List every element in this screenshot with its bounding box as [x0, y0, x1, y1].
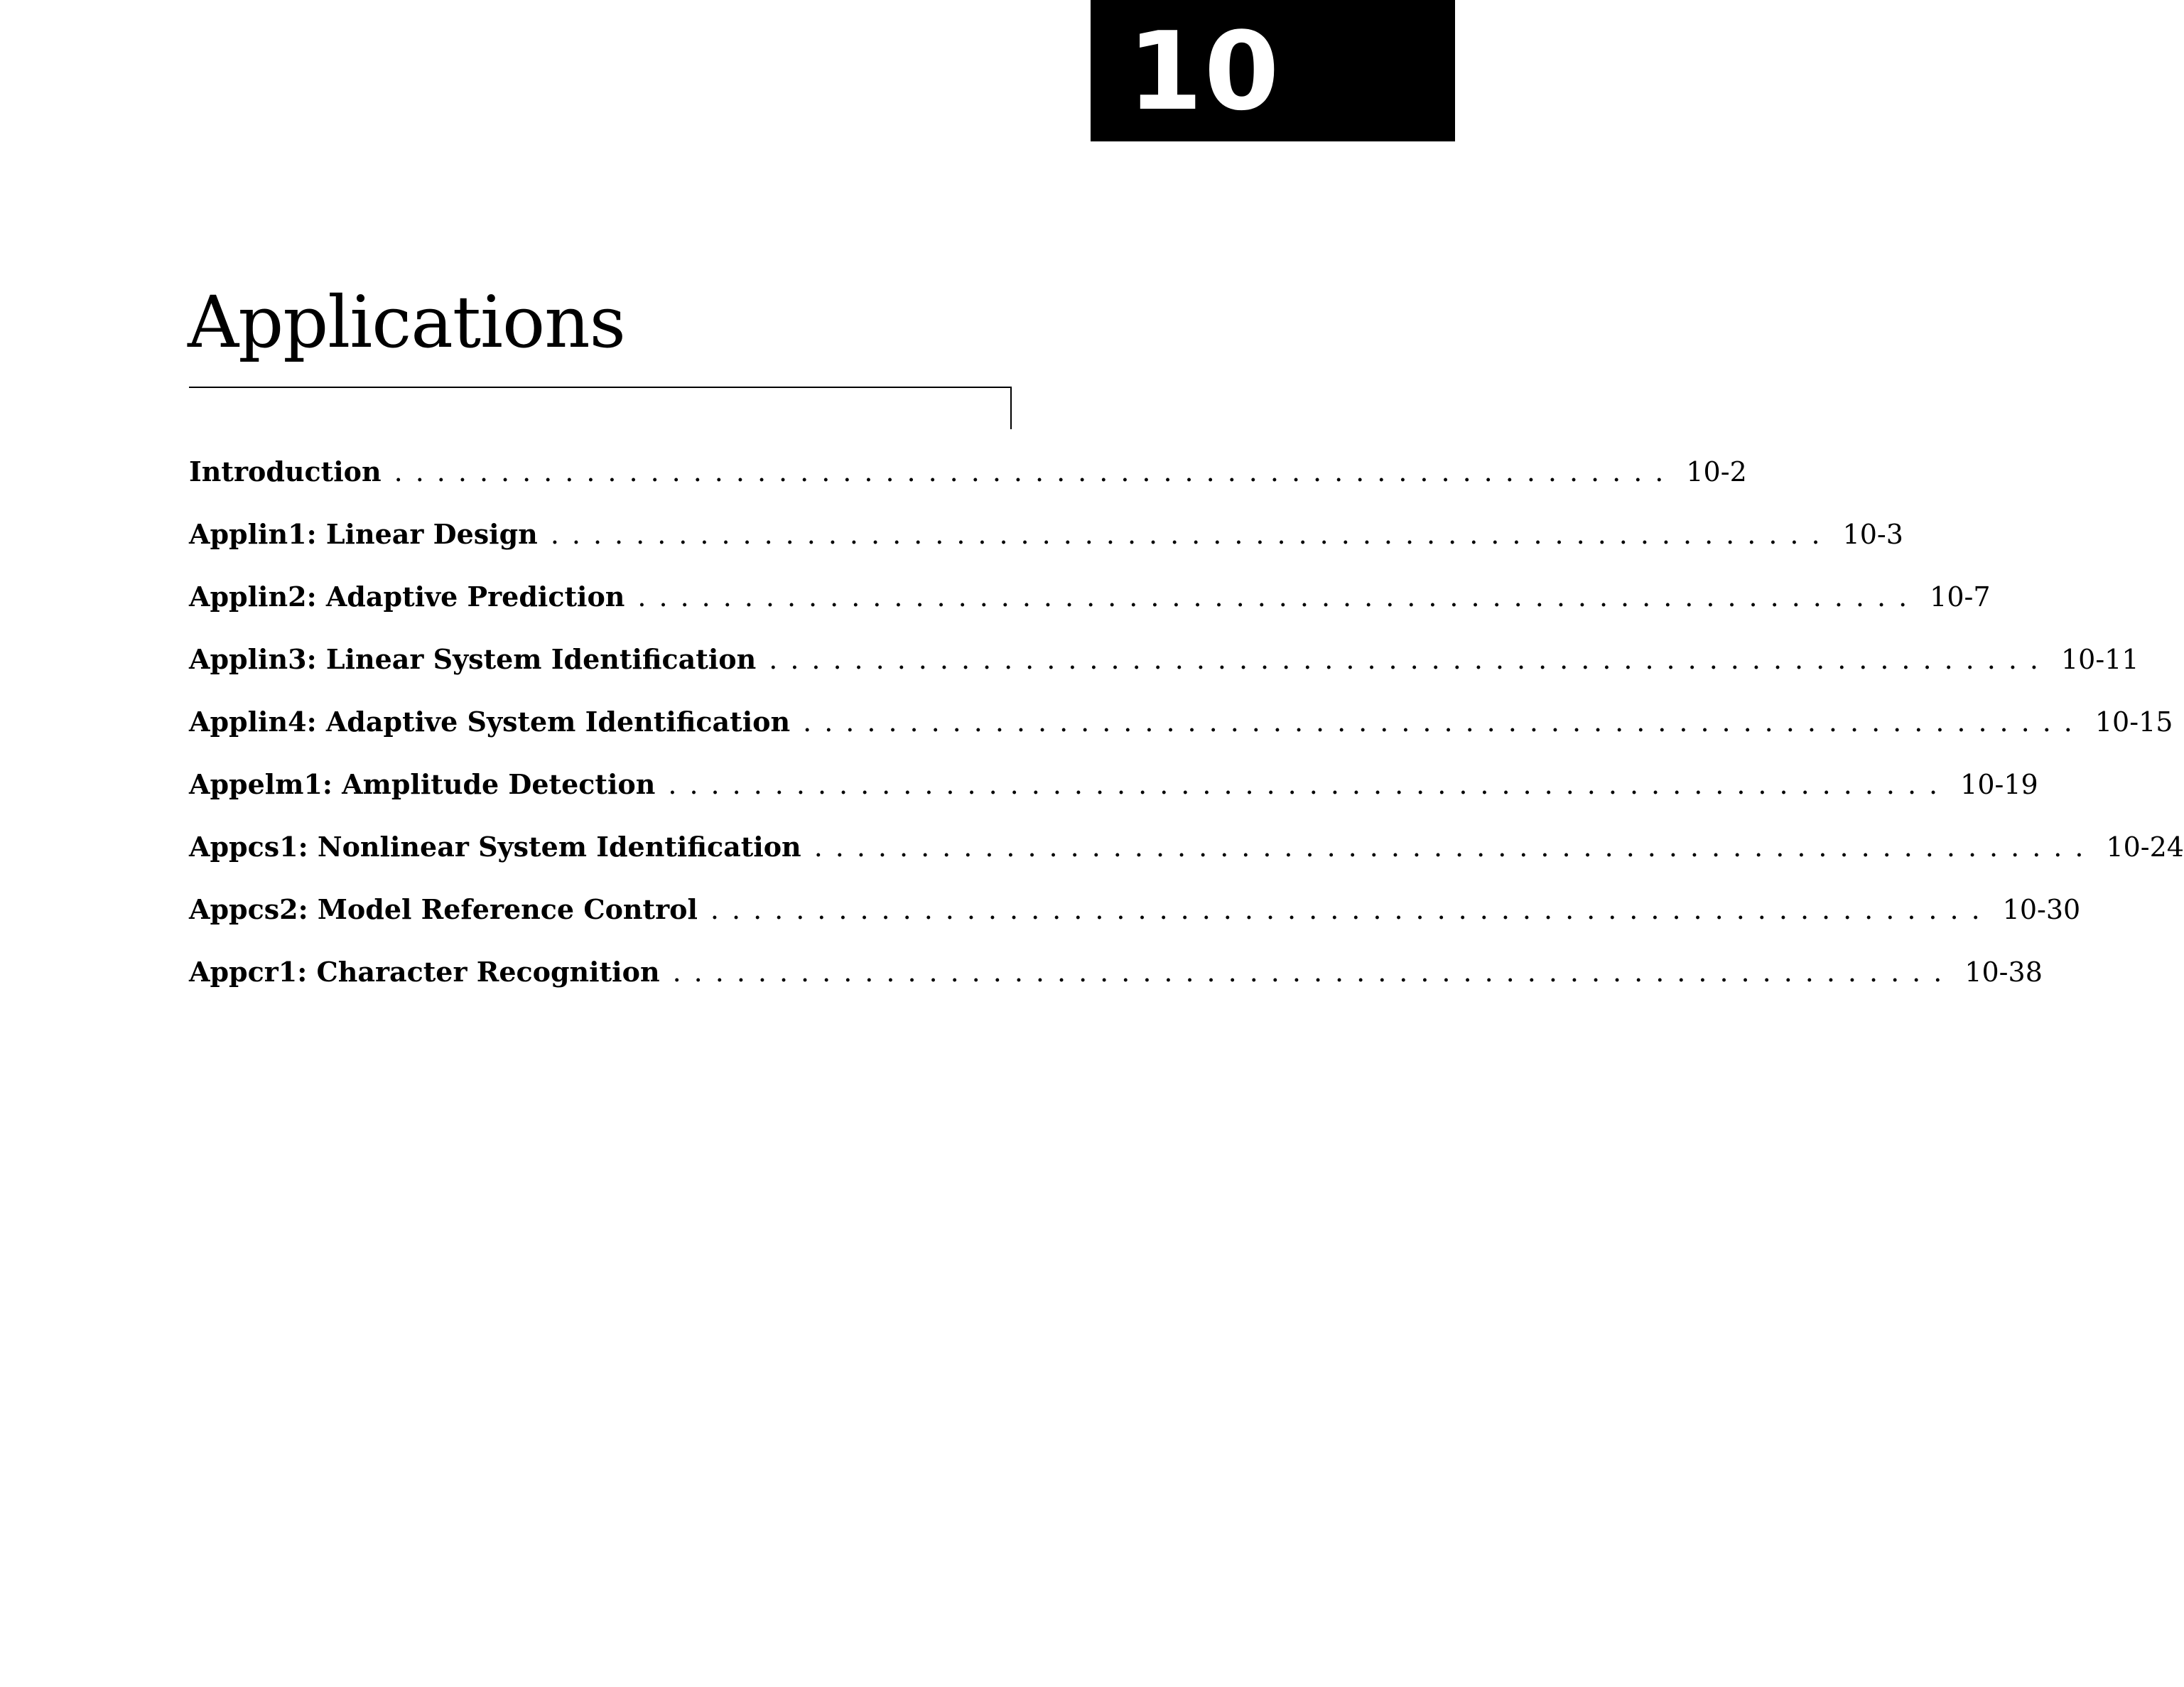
toc-entry-page[interactable]: 10-24	[2106, 831, 2184, 863]
toc-dot-leader: ............................................................	[710, 894, 1993, 925]
toc-entry[interactable]	[189, 696, 2173, 759]
toc-entry-page[interactable]: 10-15	[2094, 706, 2173, 738]
toc-entry[interactable]	[189, 446, 1747, 509]
toc-entry-label[interactable]: Appcs1: Nonlinear System Identification	[189, 831, 801, 863]
chapter-number: 10	[1128, 9, 1281, 134]
toc-entry-label[interactable]: Appcs2: Model Reference Control	[189, 893, 698, 925]
toc-entry-label[interactable]: Applin3: Linear System Identification	[189, 643, 757, 675]
toc-entry-page[interactable]: 10-19	[1960, 769, 2038, 800]
toc-entry-label[interactable]: Applin4: Adaptive System Identification	[189, 706, 791, 738]
toc-dot-leader: ............................................................	[803, 706, 2085, 738]
chapter-title: Applications	[188, 281, 625, 364]
title-rule	[189, 387, 1012, 388]
toc-entry-page[interactable]: 10-38	[1964, 956, 2043, 988]
title-rule-tick	[1010, 387, 1012, 429]
toc-dot-leader: ............................................................	[394, 456, 1677, 487]
toc-entry[interactable]	[189, 821, 2184, 884]
toc-entry-label[interactable]: Appcr1: Character Recognition	[189, 956, 660, 988]
toc-entry-page[interactable]: 10-3	[1842, 519, 1903, 550]
toc-entry[interactable]	[189, 571, 1991, 634]
toc-dot-leader: ............................................................	[813, 831, 2097, 863]
toc-entry-label[interactable]: Introduction	[189, 456, 382, 487]
toc-entry-label[interactable]: Applin1: Linear Design	[189, 518, 538, 550]
toc-entry-page[interactable]: 10-11	[2060, 644, 2139, 675]
toc-entry[interactable]	[189, 634, 2139, 696]
toc-dot-leader: ............................................................	[668, 769, 1951, 800]
toc-entry[interactable]	[189, 947, 2043, 1009]
toc-entry[interactable]	[189, 509, 1903, 571]
toc-entry-label[interactable]: Appelm1: Amplitude Detection	[189, 768, 656, 800]
toc-entry[interactable]	[189, 759, 2038, 821]
toc-dot-leader: ............................................................	[637, 581, 1920, 613]
toc-dot-leader: ............................................................	[672, 956, 1955, 988]
toc-entry-page[interactable]: 10-2	[1686, 456, 1747, 487]
toc-entry-page[interactable]: 10-30	[2002, 894, 2081, 925]
table-of-contents	[189, 446, 2184, 1009]
toc-entry-page[interactable]: 10-7	[1930, 581, 1991, 613]
toc-dot-leader: ............................................................	[769, 644, 2051, 675]
toc-dot-leader: ............................................................	[550, 519, 1833, 550]
toc-entry-label[interactable]: Applin2: Adaptive Prediction	[189, 581, 625, 613]
toc-entry[interactable]	[189, 884, 2081, 947]
